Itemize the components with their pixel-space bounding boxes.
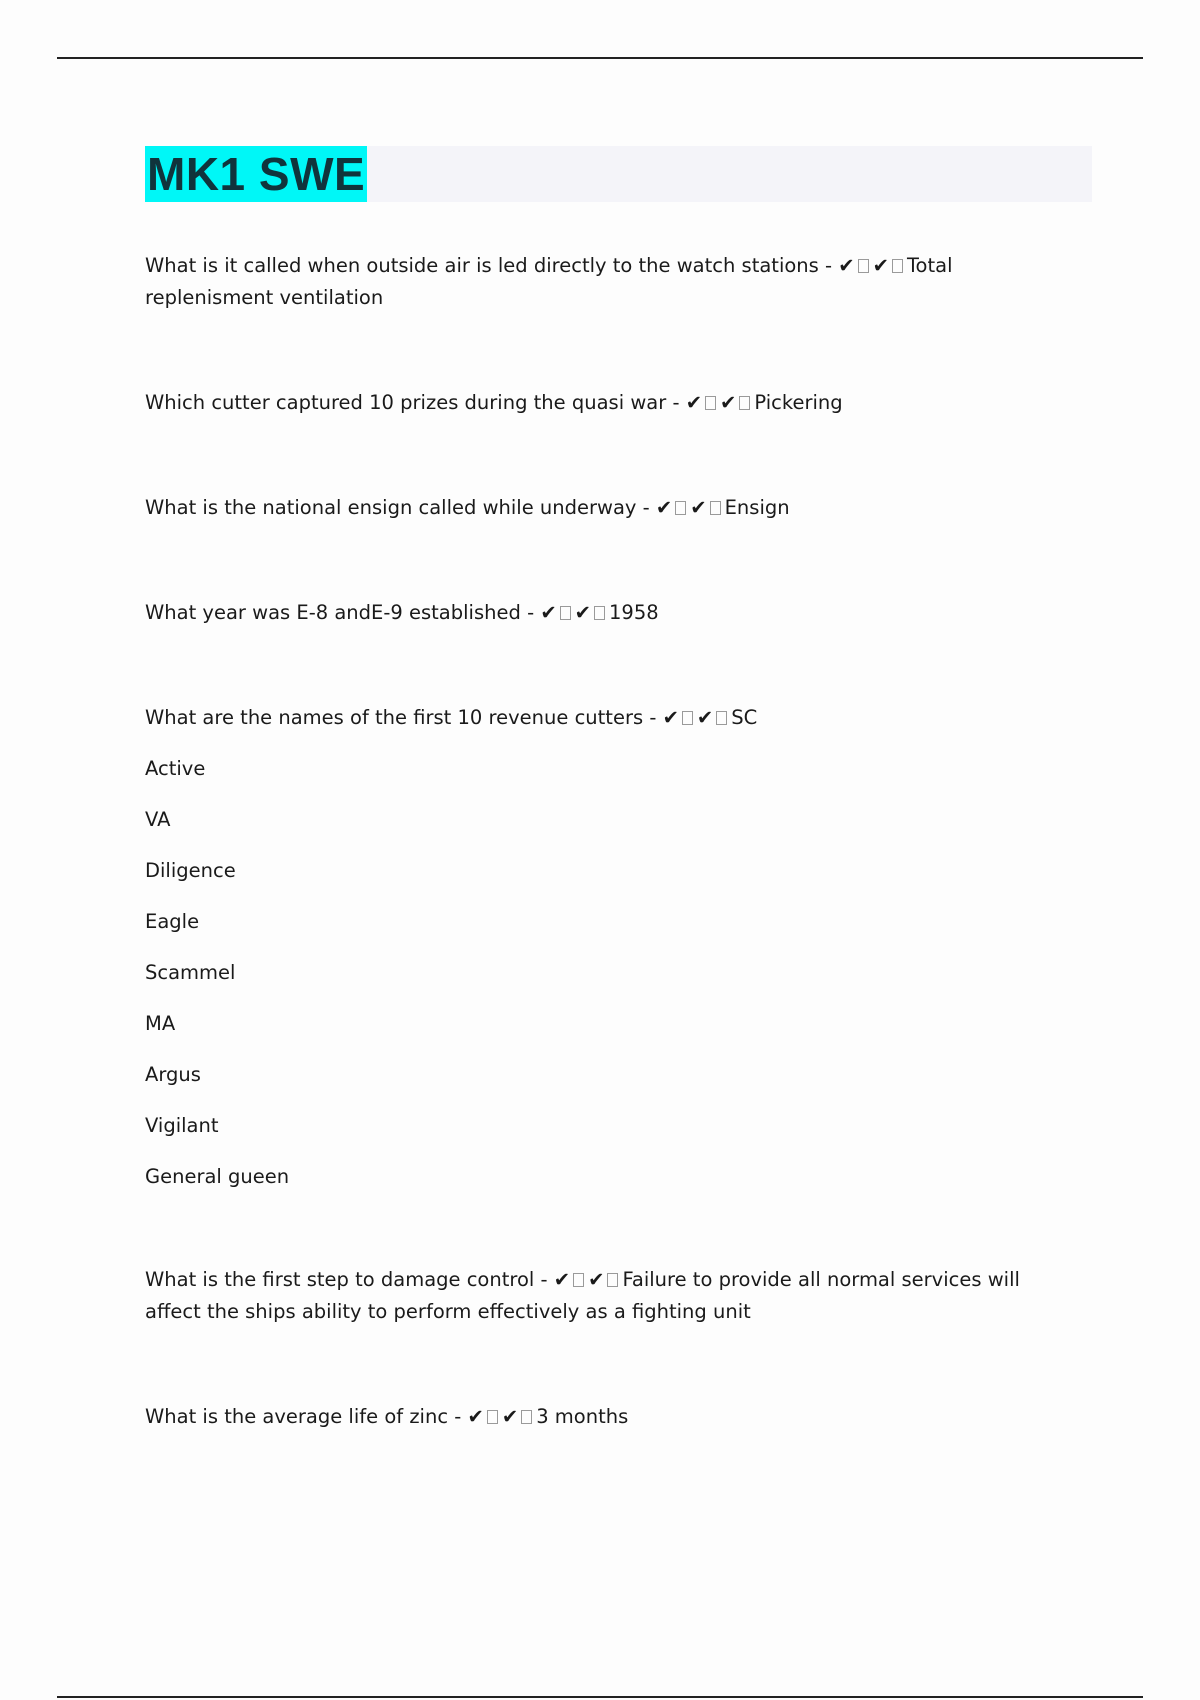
qa-separator: - [636,496,656,519]
checkmark-icon: ✔ [872,254,889,277]
answer-text: Ensign [724,496,790,519]
answer-list-item: MA [145,1012,176,1035]
checkmark-icon: ✔ [553,1268,571,1291]
missing-glyph-box-icon [487,1410,498,1424]
qa-item [145,250,1075,314]
answer-list-item: Eagle [145,910,200,933]
missing-glyph-box-icon [716,711,727,725]
missing-glyph-box-icon [858,259,869,273]
answer-list-item: Active [145,757,206,780]
qa-content [145,250,1075,1506]
qa-item [145,387,1075,419]
qa-separator: - [520,601,541,624]
footer-rule [57,1696,1143,1698]
qa-item [145,1264,1075,1328]
qa-separator: - [448,1405,468,1428]
qa-item [145,1401,1075,1433]
question-text: What year was E-8 andE-9 established [145,601,521,624]
missing-glyph-box-icon [594,606,605,620]
question-text: Which cutter captured 10 prizes during the quasi war [145,391,667,414]
checkmark-icon: ✔ [655,496,673,519]
missing-glyph-box-icon [682,711,693,725]
answer-text: Pickering [754,391,843,414]
checkmark-icon: ✔ [588,1268,605,1291]
qa-separator: - [643,706,663,729]
missing-glyph-box-icon [710,501,721,515]
missing-glyph-box-icon [607,1273,618,1287]
qa-separator: - [666,391,686,414]
question-text: What is the average life of zinc [145,1405,449,1428]
missing-glyph-box-icon [739,396,750,410]
answer-text: Total replenisment ventilation [145,254,953,309]
answer-list-item: Argus [145,1063,201,1086]
checkmark-icon: ✔ [685,391,703,414]
checkmark-icon: ✔ [696,706,714,729]
answer-list-item: VA [145,808,171,831]
qa-item [145,702,1075,734]
header-rule [57,57,1143,59]
answer-list-item: General gueen [145,1165,290,1188]
answer-text: SC [731,706,758,729]
question-text: What are the names of the first 10 revenue cutters [145,706,644,729]
checkmark-icon: ✔ [690,496,707,519]
qa-item [145,597,1075,629]
qa-separator: - [534,1268,554,1291]
answer-list [145,753,1075,1193]
answer-list-item: Diligence [145,859,236,882]
answer-text: Failure to provide all normal services will affect the ships ability to perform effectively as a fighting unit [145,1268,1020,1323]
missing-glyph-box-icon [521,1410,532,1424]
missing-glyph-box-icon [705,396,716,410]
checkmark-icon: ✔ [574,601,591,624]
answer-list-item: Vigilant [145,1114,219,1137]
answer-text: 3 months [536,1405,629,1428]
checkmark-icon: ✔ [540,601,557,624]
checkmark-icon: ✔ [501,1405,519,1428]
qa-separator: - [818,254,839,277]
missing-glyph-box-icon [560,606,571,620]
missing-glyph-box-icon [573,1273,584,1287]
answer-text: 1958 [609,601,659,624]
answer-list-item: Scammel [145,961,236,984]
checkmark-icon: ✔ [838,254,855,277]
question-text: What is the national ensign called while underway [145,496,637,519]
missing-glyph-box-icon [892,259,903,273]
checkmark-icon: ✔ [720,391,737,414]
question-text: What is it called when outside air is led directly to the watch stations [145,254,819,277]
checkmark-icon: ✔ [662,706,679,729]
qa-item [145,492,1075,524]
question-text: What is the first step to damage control [145,1268,535,1291]
checkmark-icon: ✔ [467,1405,484,1428]
missing-glyph-box-icon [675,501,686,515]
document-title: MK1 SWE [147,148,366,200]
